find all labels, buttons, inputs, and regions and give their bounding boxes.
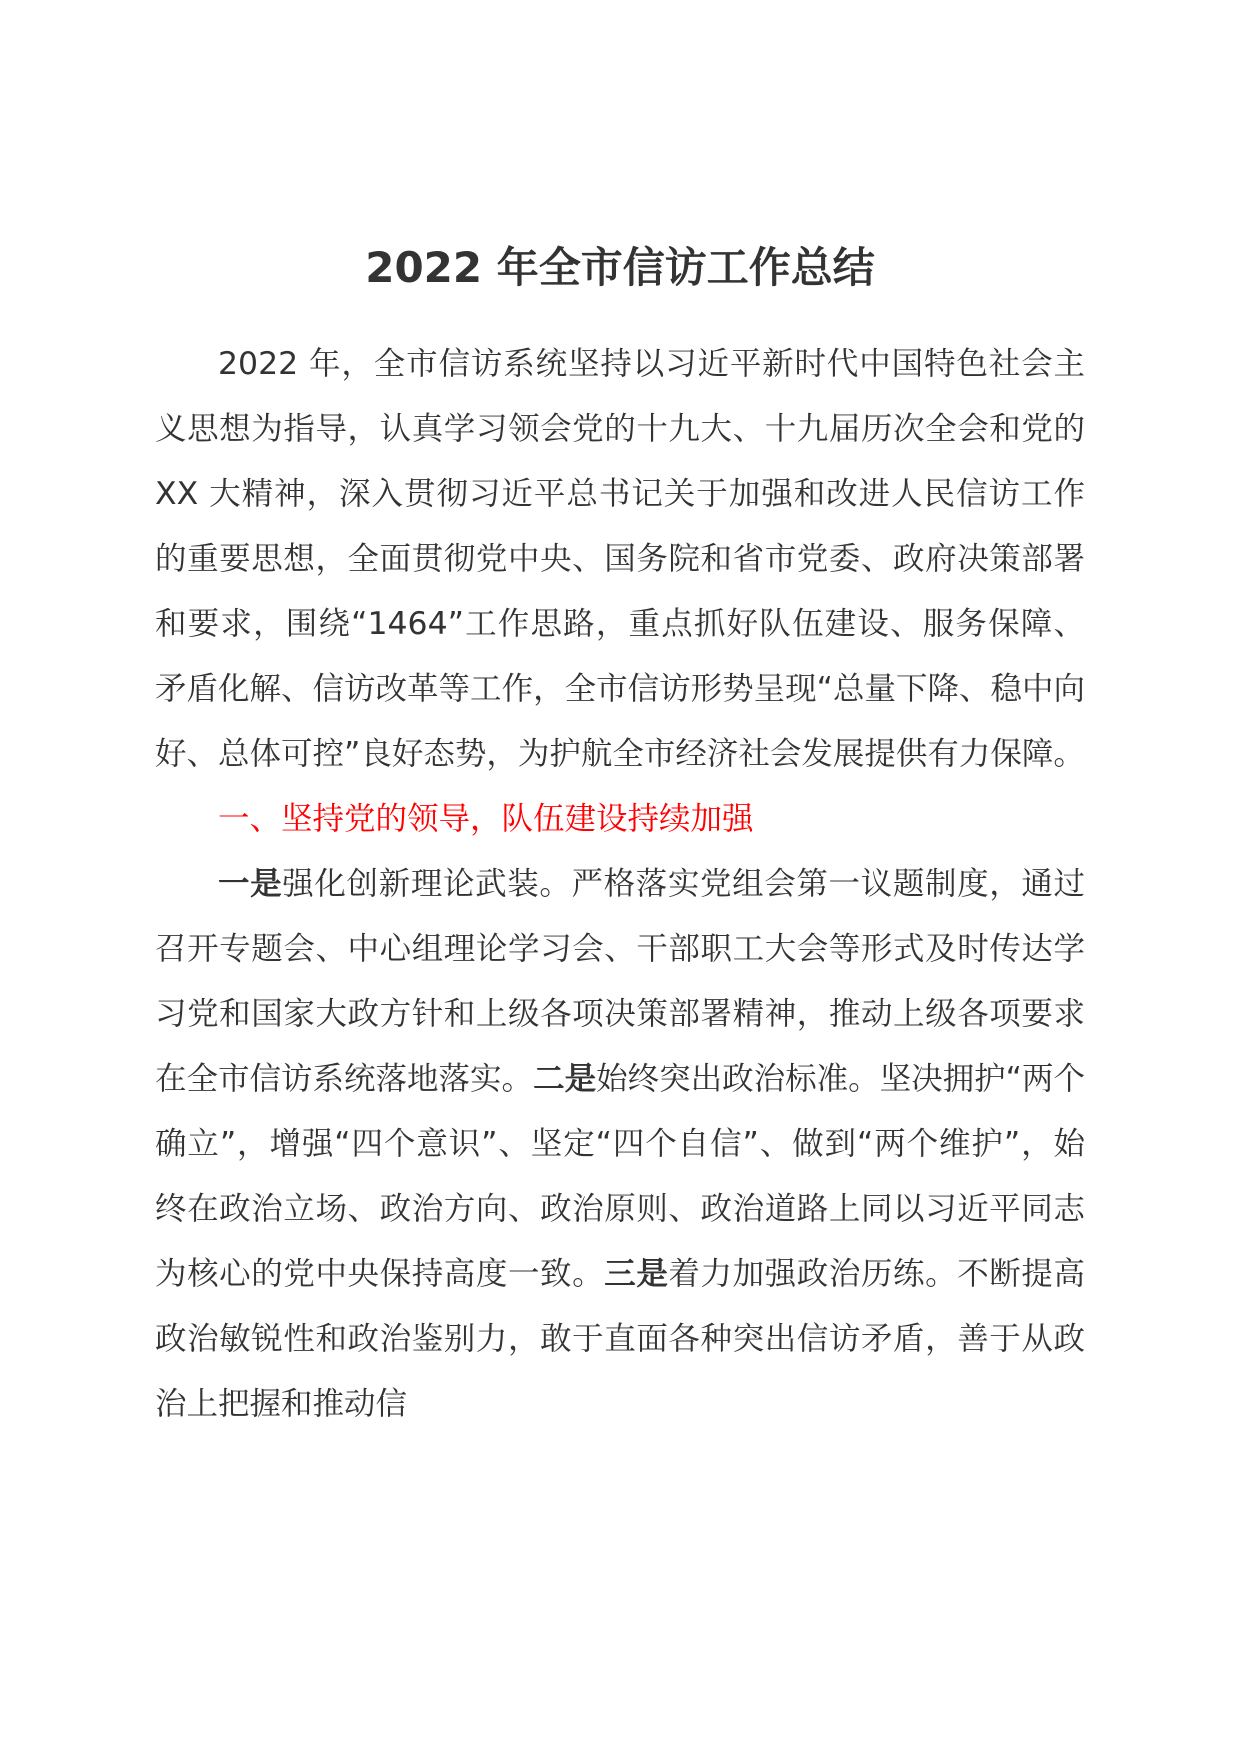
document-body: [155, 332, 1085, 1437]
section-heading: 一、坚持党的领导，队伍建设持续加强: [218, 801, 754, 837]
document-title: 2022 年全市信访工作总结: [365, 243, 875, 292]
section-text: 强化创新理论武装。严格落实党组会第一议题制度，通过召开专题会、中心组理论学习会、干部职工大会等形式及时传达学习党和国家大政方针和上级各项决策部署精神，推动上级各项要求在全市信访系统落地落实。: [155, 866, 1085, 1097]
section-text: 始终突出政治标准。坚决拥护“两个确立”，增强“四个意识”、坚定“四个自信”、做到“两个维护”，始终在政治立场、政治方向、政治原则、政治道路上同以习近平同志为核心的党中央保持高度一致。: [155, 1061, 1085, 1292]
intro-paragraph: 2022 年，全市信访系统坚持以习近平新时代中国特色社会主义思想为指导，认真学习领会党的十九大、十九届历次全会和党的 XX 大精神，深入贯彻习近平总书记关于加强和改进人民信访工作的重要思想，全面贯彻党中央、国务院和省市党委、政府决策部署和要求，围绕“1464”工作思路，重点抓好队伍建设、服务保障、矛盾化解、信访改革等工作，全市信访形势呈现“总量下降、稳中向好、总体可控”良好态势，为护航全市经济社会发展提供有力保障。: [155, 346, 1085, 772]
lead-phrase: 一是: [218, 866, 283, 902]
section-paragraph: [155, 852, 1085, 1437]
section-text: 着力加强政治历练。不断提高政治敏锐性和政治鉴别力，敢于直面各种突出信访矛盾，善于从政治上把握和推动信: [155, 1256, 1085, 1422]
lead-phrase: 三是: [604, 1256, 669, 1292]
lead-phrase: 二是: [533, 1061, 597, 1097]
